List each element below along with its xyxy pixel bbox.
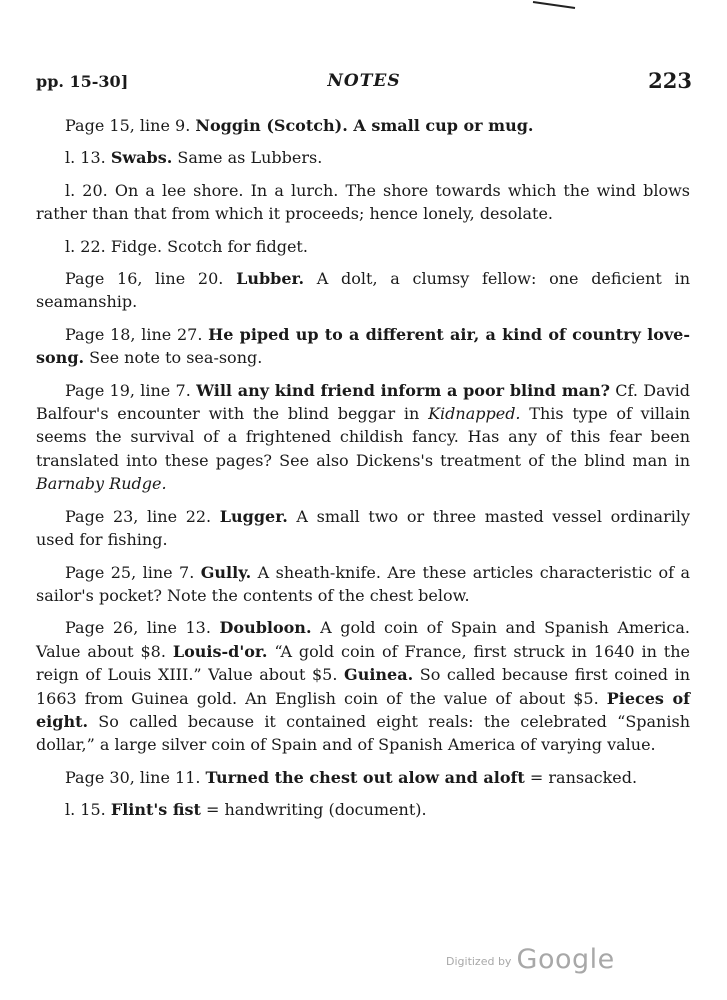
note-text: = handwriting (document).	[200, 800, 427, 820]
note-text: A gold coin of Spain and Spanish America. Value about $8.	[36, 618, 690, 661]
note-paragraph	[36, 561, 690, 608]
note-text: Page 26, line 13.	[65, 618, 220, 638]
note-text: “A gold coin of France, first struck in 1640 in the reign of Louis XIII.” Value about $5.	[36, 641, 690, 685]
note-term: Louis-d'or.	[172, 641, 268, 661]
note-text: Same as Lubbers.	[172, 148, 323, 168]
note-text: l. 15.	[65, 800, 111, 820]
note-text: Page 19, line 7.	[65, 380, 197, 400]
note-text: See note to sea-song.	[84, 348, 263, 368]
note-paragraph	[36, 616, 690, 756]
note-text: A sheath-knife. Are these articles characteristic of a sailor's pocket? Note the contents of the chest below.	[36, 562, 690, 605]
note-paragraph	[36, 146, 690, 169]
note-paragraph	[36, 114, 690, 137]
note-text: So called because first coined in 1663 from Guinea gold. An English coin of the value of about $5.	[36, 665, 690, 708]
note-term: Noggin (Scotch). A small cup or mug.	[195, 116, 534, 135]
note-term: Pieces of eight.	[36, 688, 691, 731]
note-text: l. 22. Fidge. Scotch for fidget.	[65, 236, 308, 256]
page-number: 223	[648, 68, 692, 93]
note-term: Doubloon.	[219, 618, 312, 638]
note-paragraph	[36, 766, 690, 789]
note-text: Cf. David Balfour's encounter with the blind beggar in	[36, 380, 691, 424]
note-term: Lubber.	[236, 269, 305, 289]
note-term: Turned the chest out alow and aloft	[205, 767, 525, 787]
note-term: Lugger.	[219, 506, 288, 526]
note-paragraph	[36, 267, 690, 314]
scan-edge-mark	[531, 0, 577, 10]
note-text: So called because it contained eight reals: the celebrated “Spanish dollar,” a large silver coin of Spain and of Spanish America of varying value.	[36, 711, 690, 755]
note-text: l. 13.	[65, 148, 111, 168]
note-term: Flint's fist	[110, 800, 201, 820]
watermark-prefix: Digitized by	[446, 955, 512, 968]
note-term: Gully.	[200, 562, 252, 582]
note-paragraph	[36, 379, 690, 496]
note-text: A small two or three masted vessel ordinarily used for fishing.	[36, 506, 690, 550]
note-paragraph	[36, 505, 690, 552]
notes-body	[36, 114, 690, 831]
note-paragraph	[36, 323, 690, 370]
book-title: Kidnapped.	[428, 404, 521, 424]
note-term: Will any kind friend inform a poor blind man?	[196, 380, 611, 400]
note-text: Page 18, line 27.	[65, 324, 209, 344]
digitized-by-google-watermark	[446, 944, 615, 974]
note-text: = ransacked.	[524, 767, 638, 787]
note-text: This type of villain seems the survival of a frightened childish fancy. Has any of this fear been translated into these pages? See also Dickens's treatment of the blind man in	[36, 404, 691, 470]
google-logo: Google	[516, 944, 615, 975]
note-paragraph	[36, 798, 690, 821]
note-text: Page 15, line 9.	[65, 116, 196, 135]
note-text: Page 23, line 22.	[65, 506, 220, 526]
note-text: l. 20. On a lee shore. In a lurch. The shore towards which the wind blows rather than that from which it proceeds; hence lonely, desolate.	[36, 180, 690, 224]
note-text: Page 25, line 7.	[65, 562, 201, 582]
page-range: pp. 15-30]	[36, 72, 129, 91]
note-term: Guinea.	[344, 665, 414, 685]
note-text: A dolt, a clumsy fellow: one deficient in seamanship.	[36, 269, 690, 312]
running-title: NOTES	[327, 71, 401, 91]
note-paragraph	[36, 179, 690, 226]
running-header	[36, 68, 692, 98]
note-term: He piped up to a different air, a kind of country love-song.	[36, 324, 690, 368]
note-text: Page 16, line 20.	[65, 269, 237, 289]
note-paragraph	[36, 235, 690, 258]
note-term: Swabs.	[110, 148, 173, 168]
book-title: Barnaby Rudge.	[36, 474, 167, 494]
note-text: Page 30, line 11.	[65, 767, 206, 787]
